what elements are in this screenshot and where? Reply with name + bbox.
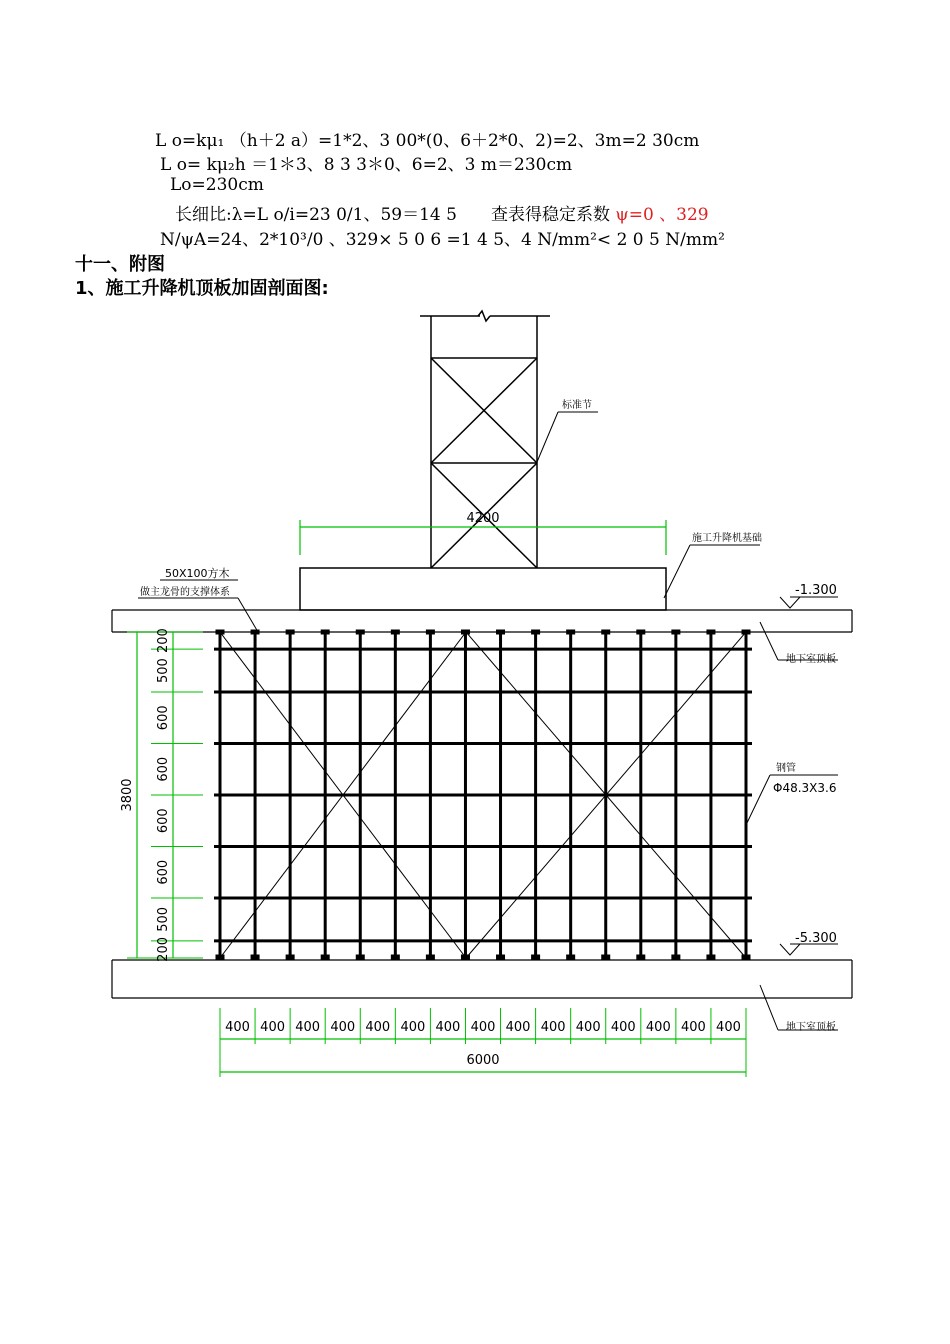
post-base xyxy=(602,955,610,959)
total-height-label: 3800 xyxy=(120,778,135,812)
post-base xyxy=(637,955,645,959)
formula-line-2: L o= kμ₂h ＝1＊3、8 3 3＊0、6=2、3 m＝230cm xyxy=(160,155,573,175)
width-dimension-label: 400 xyxy=(610,1020,636,1035)
height-dimension-label: 600 xyxy=(156,808,171,834)
slenderness-text: 长细比:λ=L o/i=23 0/1、59＝14 5 查表得稳定系数 xyxy=(175,205,610,225)
post-cap xyxy=(426,630,434,634)
roof-slab-top xyxy=(112,610,852,632)
width-dimension-label: 400 xyxy=(295,1020,321,1035)
post-cap xyxy=(567,630,575,634)
post-base xyxy=(426,955,434,959)
width-dimension-label: 400 xyxy=(680,1020,706,1035)
post-cap xyxy=(672,630,680,634)
width-dimension-label: 400 xyxy=(365,1020,391,1035)
standard-section xyxy=(420,311,550,568)
post-base xyxy=(532,955,540,959)
height-dimension-label: 600 xyxy=(156,705,171,731)
height-dimension-label: 500 xyxy=(156,658,171,684)
elevation-top-label: -1.300 xyxy=(795,583,837,598)
timber-note-label: 做主龙骨的支撑体系 xyxy=(140,587,230,598)
formula-line-1: L o=kμ₁ （h＋2 a）=1*2、3 00*(0、6＋2*0、2)=2、3m=2 30cm xyxy=(155,131,700,151)
stability-coefficient: ψ=0 、329 xyxy=(615,205,709,225)
width-dimension-label: 400 xyxy=(470,1020,496,1035)
post-cap xyxy=(356,630,364,634)
height-dimension-label: 600 xyxy=(156,859,171,885)
total-width-label: 6000 xyxy=(466,1053,500,1068)
pipe-spec-label: Φ48.3X3.6 xyxy=(773,781,837,795)
formula-line-5: N/ψA=24、2*10³/0 、329× 5 0 6 =1 4 5、4 N/mm²< 2 0 5 N/mm² xyxy=(160,230,725,250)
post-base xyxy=(672,955,680,959)
timber-label: 50X100方木 xyxy=(165,567,230,580)
post-base xyxy=(497,955,505,959)
post-cap xyxy=(391,630,399,634)
height-dimension-label: 200 xyxy=(156,628,171,653)
width-dimension-label: 400 xyxy=(400,1020,426,1035)
elevation-bottom-label: -5.300 xyxy=(795,931,837,946)
width-dimension-label: 400 xyxy=(645,1020,671,1035)
post-cap xyxy=(286,630,294,634)
post-base xyxy=(742,955,750,959)
post-base xyxy=(321,955,329,959)
post-cap xyxy=(497,630,505,634)
post-cap xyxy=(532,630,540,634)
figure-heading: 1、施工升降机顶板加固剖面图: xyxy=(75,278,329,299)
post-base xyxy=(356,955,364,959)
width-dimension-label: 400 xyxy=(435,1020,461,1035)
scaffold-frame xyxy=(214,630,752,959)
foundation-block xyxy=(300,568,666,610)
width-dimension-label: 400 xyxy=(330,1020,356,1035)
section-heading: 十一、附图 xyxy=(75,254,165,275)
height-dimension-label: 600 xyxy=(156,756,171,782)
width-dimension-label: 400 xyxy=(575,1020,601,1035)
post-cap xyxy=(637,630,645,634)
formula-line-3: Lo=230cm xyxy=(170,175,264,195)
dimension-lines xyxy=(120,628,746,1077)
height-dimension-label: 500 xyxy=(156,906,171,932)
width-dimension-label: 400 xyxy=(260,1020,286,1035)
post-cap xyxy=(602,630,610,634)
post-cap xyxy=(707,630,715,634)
post-base xyxy=(707,955,715,959)
width-dimension-label: 400 xyxy=(505,1020,531,1035)
standard-section-label: 标准节 xyxy=(562,400,592,411)
roof-slab-bottom-label: 地下室顶板 xyxy=(786,1022,836,1033)
roof-slab-top-label: 地下室顶板 xyxy=(786,654,836,665)
height-dimension-label: 200 xyxy=(156,937,171,962)
post-base xyxy=(286,955,294,959)
dim-foundation-label: 4200 xyxy=(466,511,500,526)
post-base xyxy=(251,955,259,959)
post-cap xyxy=(321,630,329,634)
width-dimension-label: 400 xyxy=(716,1020,741,1035)
post-base xyxy=(216,955,224,959)
post-base xyxy=(567,955,575,959)
pipe-label: 钢管 xyxy=(776,763,796,774)
roof-slab-bottom xyxy=(112,960,852,998)
post-base xyxy=(391,955,399,959)
width-dimension-label: 400 xyxy=(225,1020,250,1035)
width-dimension-label: 400 xyxy=(540,1020,566,1035)
foundation-label: 施工升降机基础 xyxy=(692,533,762,544)
